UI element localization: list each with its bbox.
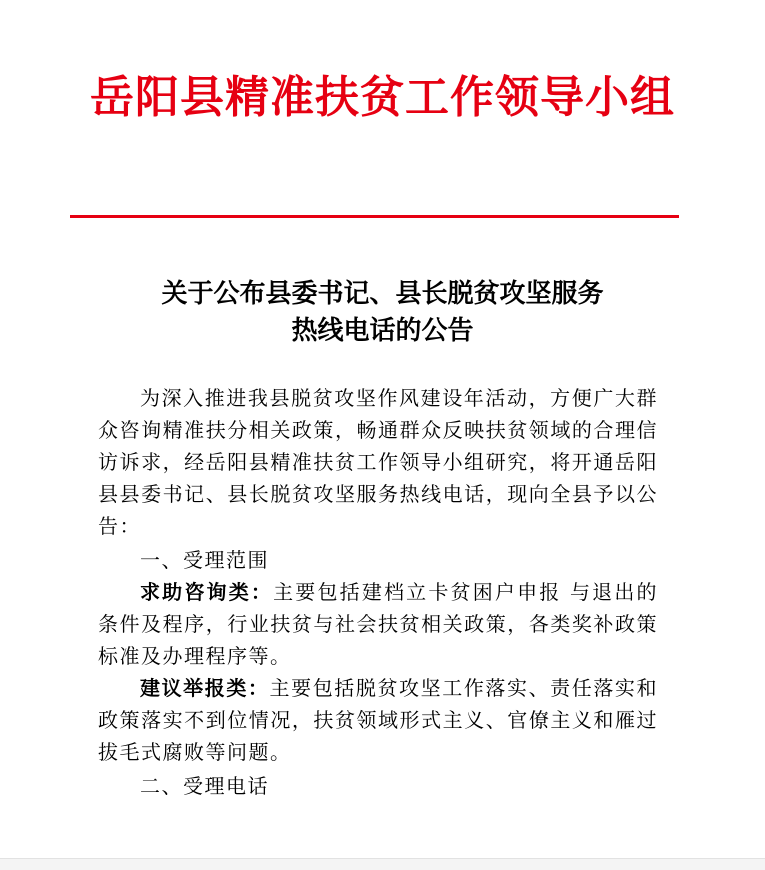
notice-body <box>98 382 658 802</box>
red-divider-line <box>70 215 679 218</box>
consult-paragraph <box>98 576 658 672</box>
notice-title-line-2: 热线电话的公告 <box>291 316 474 346</box>
notice-title <box>0 276 765 350</box>
report-paragraph <box>98 672 658 768</box>
page-bottom-edge <box>0 858 765 870</box>
intro-paragraph: 为深入推进我县脱贫攻坚作风建设年活动，方便广大群众咨询精准扶分相关政策，畅通群众反映扶贫领域的合理信访诉求，经岳阳县精准扶贫工作领导小组研究，将开通岳阳县县委书记、县长脱贫攻坚服务热线电话，现向全县予以公告： <box>98 386 658 538</box>
section-heading-scope: 一、受理范围 <box>140 548 269 572</box>
org-title: 岳阳县精准扶贫工作领导小组 <box>90 72 675 123</box>
consult-text: 主要包括建档立卡贫困户申报 与退出的条件及程序，行业扶贫与社会扶贫相关政策，各类奖补政策标准及办理程序等。 <box>98 580 659 668</box>
consult-label: 求助咨询类： <box>140 580 274 604</box>
notice-title-line-1: 关于公布县委书记、县长脱贫攻坚服务 <box>161 279 604 309</box>
report-label: 建议举报类： <box>140 676 270 700</box>
report-text: 主要包括脱贫攻坚工作落实、责任落实和政策落实不到位情况，扶贫领域形式主义、官僚主义和雁过拔毛式腐败等问题。 <box>98 676 659 764</box>
section-heading-phone: 二、受理电话 <box>140 774 269 798</box>
